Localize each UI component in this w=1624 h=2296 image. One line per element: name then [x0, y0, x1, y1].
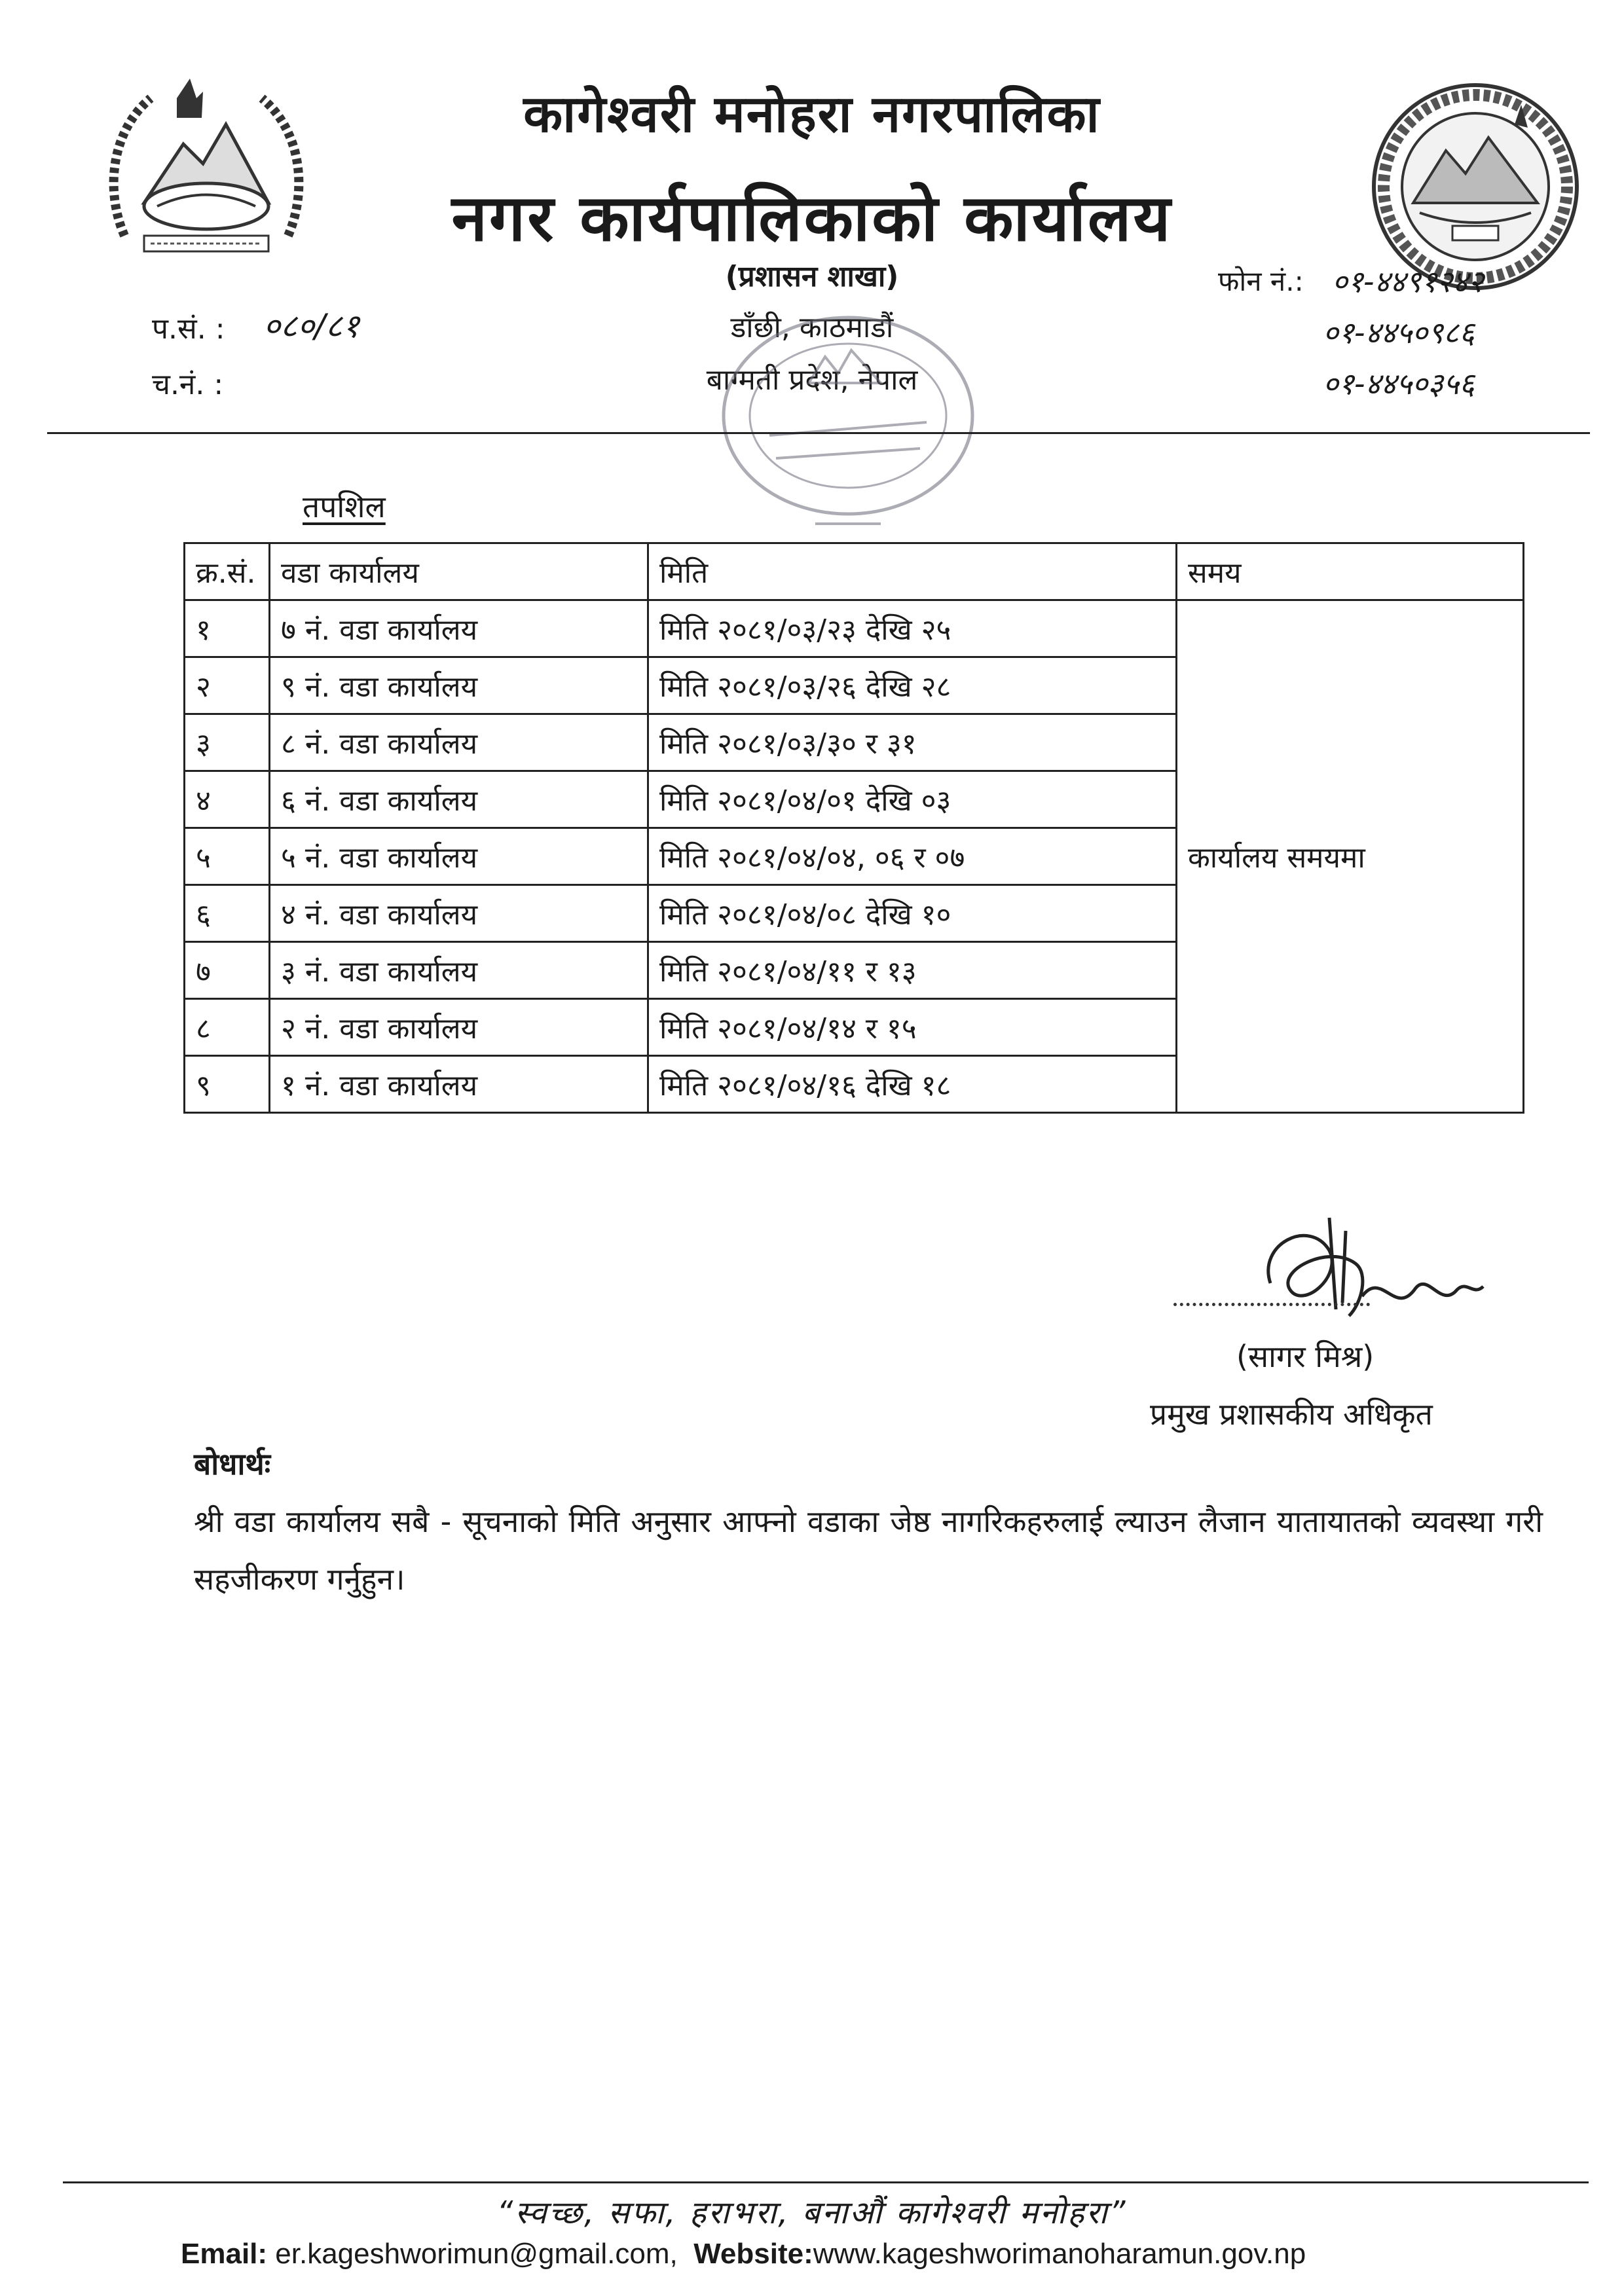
- row-sn: ५: [185, 828, 270, 885]
- row-ward: ४ नं. वडा कार्यालय: [270, 885, 648, 942]
- row-ward: ९ नं. वडा कार्यालय: [270, 657, 648, 714]
- phone-number: ०१-४४९१२४२: [1332, 264, 1484, 299]
- row-time: कार्यालय समयमा: [1177, 600, 1524, 1113]
- header-divider: [47, 432, 1590, 434]
- phone-number: ०१-४४५०३५६: [1323, 366, 1475, 401]
- signatory-title: प्रमुख प्रशासकीय अधिकृत: [1150, 1396, 1433, 1432]
- row-date: मिति २०८१/०३/२३ देखि २५: [648, 600, 1177, 657]
- office-name: नगर कार्यपालिकाको कार्यालय: [451, 181, 1173, 256]
- table-row: [185, 600, 1524, 657]
- row-date: मिति २०८१/०४/१४ र १५: [648, 999, 1177, 1056]
- row-sn: २: [185, 657, 270, 714]
- row-sn: ७: [185, 942, 270, 999]
- row-sn: १: [185, 600, 270, 657]
- table-header-row: [185, 543, 1524, 600]
- header-sn: क्र.सं.: [185, 543, 270, 600]
- row-sn: ६: [185, 885, 270, 942]
- signatory-name: (सागर मिश्र): [1236, 1339, 1375, 1374]
- schedule-table: [183, 542, 1524, 1114]
- row-date: मिति २०८१/०४/०८ देखि १०: [648, 885, 1177, 942]
- row-date: मिति २०८१/०३/३० र ३१: [648, 714, 1177, 771]
- ps-label: प.सं. :: [152, 312, 225, 346]
- ps-value: ०८०/८१: [263, 307, 360, 345]
- header-ward: वडा कार्यालय: [270, 543, 648, 600]
- row-ward: २ नं. वडा कार्यालय: [270, 999, 648, 1056]
- signature-line: [1173, 1303, 1370, 1306]
- footer-contact: [181, 2238, 1306, 2270]
- row-sn: ३: [185, 714, 270, 771]
- footer-slogan: “स्वच्छ, सफा, हराभरा, बनाऔं कागेश्वरी मनोहरा”: [496, 2195, 1128, 2231]
- row-date: मिति २०८१/०३/२६ देखि २८: [648, 657, 1177, 714]
- signature-icon: [1231, 1205, 1506, 1349]
- row-date: मिति २०८१/०४/११ र १३: [648, 942, 1177, 999]
- cn-label: च.नं. :: [152, 368, 224, 401]
- cc-body: श्री वडा कार्यालय सबै - सूचनाको मिति अनुसार आफ्नो वडाका जेष्ठ नागरिकहरुलाई ल्याउन लैजान यातायातको व्यवस्था गरी सहजीकरण गर्नुहुन।: [194, 1504, 1543, 1597]
- phone-number: ०१-४४५०९८६: [1323, 315, 1475, 350]
- row-sn: ४: [185, 771, 270, 828]
- address-line-2: बाग्मती प्रदेश, नेपाल: [706, 363, 918, 397]
- website-link[interactable]: www.kageshworimanoharamun.gov.np: [813, 2238, 1306, 2270]
- header-time: समय: [1177, 543, 1524, 600]
- row-ward: ३ नं. वडा कार्यालय: [270, 942, 648, 999]
- email-label: Email:: [181, 2238, 268, 2270]
- footer-divider: [63, 2181, 1589, 2183]
- row-ward: ५ नं. वडा कार्यालय: [270, 828, 648, 885]
- phone-label: फोन नं.:: [1218, 265, 1304, 297]
- org-name: कागेश्वरी मनोहरा नगरपालिका: [523, 85, 1101, 144]
- row-date: मिति २०८१/०४/०१ देखि ०३: [648, 771, 1177, 828]
- row-sn: ९: [185, 1056, 270, 1113]
- branch-name: (प्रशासन शाखा): [725, 260, 899, 293]
- row-date: मिति २०८१/०४/१६ देखि १८: [648, 1056, 1177, 1113]
- office-stamp-icon: [710, 304, 986, 547]
- website-label: Website:: [693, 2238, 813, 2270]
- row-ward: ६ नं. वडा कार्यालय: [270, 771, 648, 828]
- row-sn: ८: [185, 999, 270, 1056]
- row-ward: ८ नं. वडा कार्यालय: [270, 714, 648, 771]
- row-ward: ७ नं. वडा कार्यालय: [270, 600, 648, 657]
- row-ward: १ नं. वडा कार्यालय: [270, 1056, 648, 1113]
- cc-label: बोधार्थः: [194, 1446, 271, 1482]
- table-title: तपशिल: [303, 489, 386, 524]
- row-date: मिति २०८१/०४/०४, ०६ र ०७: [648, 828, 1177, 885]
- header-date: मिति: [648, 543, 1177, 600]
- email-link[interactable]: er.kageshworimun@gmail.com,: [275, 2238, 678, 2270]
- address-line-1: डाँछी, काठमाडौं: [730, 311, 894, 344]
